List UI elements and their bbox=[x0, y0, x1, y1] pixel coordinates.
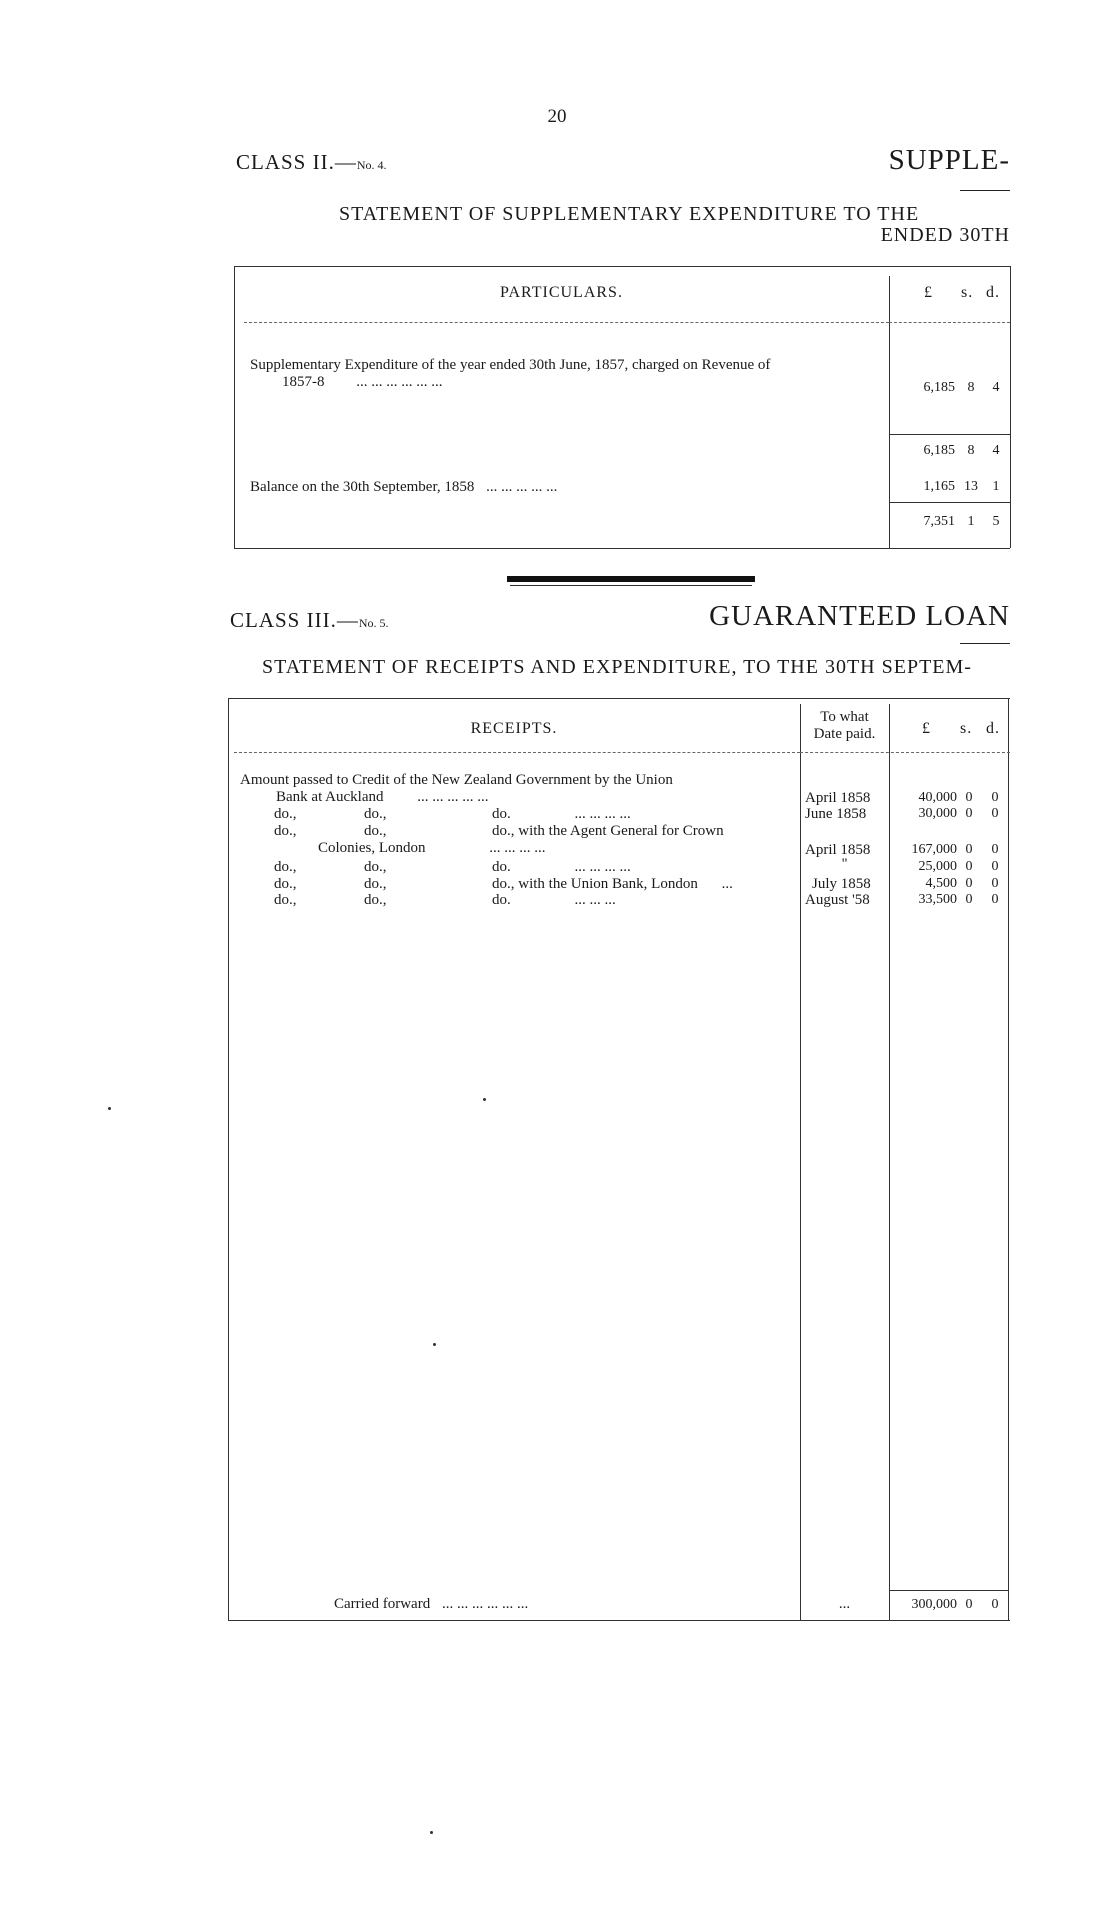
header-divider-amount bbox=[889, 322, 1010, 323]
carried-forward-row: Carried forward ... ... ... ... ... ... bbox=[334, 1596, 529, 1612]
amount-column-divider bbox=[889, 276, 890, 548]
receipt-text-line-2: Colonies, London ... ... ... ... bbox=[318, 840, 546, 856]
statement-line-2: ENDED 30TH bbox=[880, 224, 1010, 246]
table-2-right-border bbox=[1008, 698, 1009, 1620]
shillings-header-2: s. bbox=[960, 720, 973, 737]
receipt-shillings: 0 bbox=[965, 892, 973, 907]
pounds-header: £ bbox=[924, 284, 933, 301]
receipt-pounds: 30,000 bbox=[918, 806, 957, 821]
total-rule bbox=[889, 502, 1010, 503]
print-mark bbox=[430, 1831, 433, 1834]
class-number: No. 5. bbox=[358, 616, 389, 630]
header-2-divider bbox=[234, 752, 800, 753]
carried-forward-shillings: 0 bbox=[965, 1597, 973, 1612]
subtotal-pounds: 6,185 bbox=[923, 443, 955, 458]
receipt-text: Amount passed to Credit of the New Zealand Government by the Union bbox=[240, 772, 673, 788]
balance-pence: 1 bbox=[992, 479, 1000, 494]
pounds-header-2: £ bbox=[922, 720, 931, 737]
receipt-pence: 0 bbox=[991, 876, 999, 891]
receipt-ditto-2: do., bbox=[364, 876, 387, 892]
receipt-ditto-2: do., bbox=[364, 806, 387, 822]
receipt-text-line-2: Bank at Auckland ... ... ... ... ... bbox=[276, 789, 489, 805]
print-mark bbox=[108, 1107, 111, 1110]
receipt-ditto-1: do., bbox=[274, 823, 297, 839]
balance-row: Balance on the 30th September, 1858 ... ... ... ... ... bbox=[250, 479, 558, 495]
header-divider bbox=[244, 322, 889, 323]
section-separator bbox=[507, 576, 755, 582]
receipt-date: April 1858 bbox=[805, 790, 871, 806]
date-header: To what Date paid. bbox=[813, 709, 876, 742]
table-right-border bbox=[1010, 266, 1011, 548]
class-label: CLASS III. bbox=[230, 608, 337, 632]
receipt-pence: 0 bbox=[991, 892, 999, 907]
page-number: 20 bbox=[547, 106, 567, 127]
table-2-left-border bbox=[228, 698, 229, 1620]
title-rule bbox=[960, 190, 1010, 191]
class-number: No. 4. bbox=[356, 158, 387, 172]
particulars-header: PARTICULARS. bbox=[500, 284, 623, 301]
receipt-pence: 0 bbox=[991, 790, 999, 805]
total-shillings: 1 bbox=[967, 514, 975, 529]
statement-line-3: STATEMENT OF RECEIPTS AND EXPENDITURE, TO THE 30TH SEPTEM- bbox=[262, 656, 972, 678]
particulars-text-line-2: 1857-8 ... ... ... ... ... ... bbox=[282, 374, 443, 390]
table-left-border bbox=[234, 266, 235, 548]
table-2-top-border bbox=[228, 698, 1010, 699]
receipt-shillings: 0 bbox=[965, 842, 973, 857]
statement-line: STATEMENT OF SUPPLEMENTARY EXPENDITURE TO THE bbox=[339, 203, 920, 225]
class-heading bbox=[236, 150, 387, 175]
receipt-pounds: 167,000 bbox=[911, 842, 957, 857]
receipt-shillings: 0 bbox=[965, 790, 973, 805]
carried-forward-date: ... bbox=[838, 1596, 851, 1612]
receipt-ditto-1: do., bbox=[274, 876, 297, 892]
particulars-text: Supplementary Expenditure of the year ended 30th June, 1857, charged on Revenue of bbox=[250, 357, 771, 373]
receipt-shillings: 0 bbox=[965, 806, 973, 821]
shillings-header: s. bbox=[961, 284, 974, 301]
receipt-text: do., with the Union Bank, London ... bbox=[492, 876, 733, 892]
receipt-pounds: 33,500 bbox=[918, 892, 957, 907]
pence-header: d. bbox=[986, 284, 1000, 301]
total-pence: 5 bbox=[992, 514, 1000, 529]
receipt-ditto-2: do., bbox=[364, 823, 387, 839]
receipt-text: do. ... ... ... ... bbox=[492, 806, 631, 822]
subtotal-pence: 4 bbox=[992, 443, 1000, 458]
receipt-text: do., with the Agent General for Crown bbox=[492, 823, 724, 839]
pence-header-2: d. bbox=[986, 720, 1000, 737]
receipt-pounds: 4,500 bbox=[925, 876, 957, 891]
section-title: SUPPLE- bbox=[888, 144, 1010, 176]
table-bottom-border bbox=[234, 548, 1010, 549]
receipt-ditto-1: do., bbox=[274, 859, 297, 875]
receipt-pence: 0 bbox=[991, 806, 999, 821]
amount-pounds: 6,185 bbox=[923, 380, 955, 395]
receipt-date: July 1858 bbox=[812, 876, 871, 892]
receipt-date: June 1858 bbox=[805, 806, 867, 822]
receipt-text: do. ... ... ... ... bbox=[492, 859, 631, 875]
section-separator-thin bbox=[510, 585, 752, 586]
receipt-pounds: 40,000 bbox=[918, 790, 957, 805]
carried-forward-pence: 0 bbox=[991, 1597, 999, 1612]
date-column-divider bbox=[800, 704, 801, 1620]
receipt-ditto-2: do., bbox=[364, 859, 387, 875]
amount-shillings: 8 bbox=[967, 380, 975, 395]
class-heading-2 bbox=[230, 608, 389, 633]
class-dash: — bbox=[336, 608, 359, 632]
title-rule-2 bbox=[960, 643, 1010, 644]
carried-forward-pounds: 300,000 bbox=[911, 1597, 957, 1612]
subtotal-shillings: 8 bbox=[967, 443, 975, 458]
section-title-2: GUARANTEED LOAN bbox=[709, 600, 1010, 632]
receipt-pence: 0 bbox=[991, 842, 999, 857]
receipt-ditto-1: do., bbox=[274, 892, 297, 908]
receipt-text: do. ... ... ... bbox=[492, 892, 616, 908]
class-dash: — bbox=[334, 150, 357, 174]
balance-pounds: 1,165 bbox=[923, 479, 955, 494]
print-mark bbox=[433, 1343, 436, 1346]
print-mark bbox=[483, 1098, 486, 1101]
receipt-ditto-2: do., bbox=[364, 892, 387, 908]
receipt-shillings: 0 bbox=[965, 876, 973, 891]
receipt-pence: 0 bbox=[991, 859, 999, 874]
table-top-border bbox=[234, 266, 1010, 267]
table-2-bottom-border bbox=[228, 1620, 1010, 1621]
receipts-header: RECEIPTS. bbox=[470, 720, 558, 737]
receipt-ditto-1: do., bbox=[274, 806, 297, 822]
total-pounds: 7,351 bbox=[923, 514, 955, 529]
header-2-divider-amount bbox=[800, 752, 1010, 753]
balance-shillings: 13 bbox=[964, 479, 978, 494]
subtotal-rule bbox=[889, 434, 1010, 435]
receipt-date: August '58 bbox=[805, 892, 870, 908]
receipt-pounds: 25,000 bbox=[918, 859, 957, 874]
class-label: CLASS II. bbox=[236, 150, 335, 174]
receipt-shillings: 0 bbox=[965, 859, 973, 874]
receipt-date: April 1858 bbox=[805, 842, 871, 858]
amount-pence: 4 bbox=[992, 380, 1000, 395]
receipt-date: " bbox=[841, 856, 848, 872]
carried-forward-rule bbox=[889, 1590, 1008, 1591]
